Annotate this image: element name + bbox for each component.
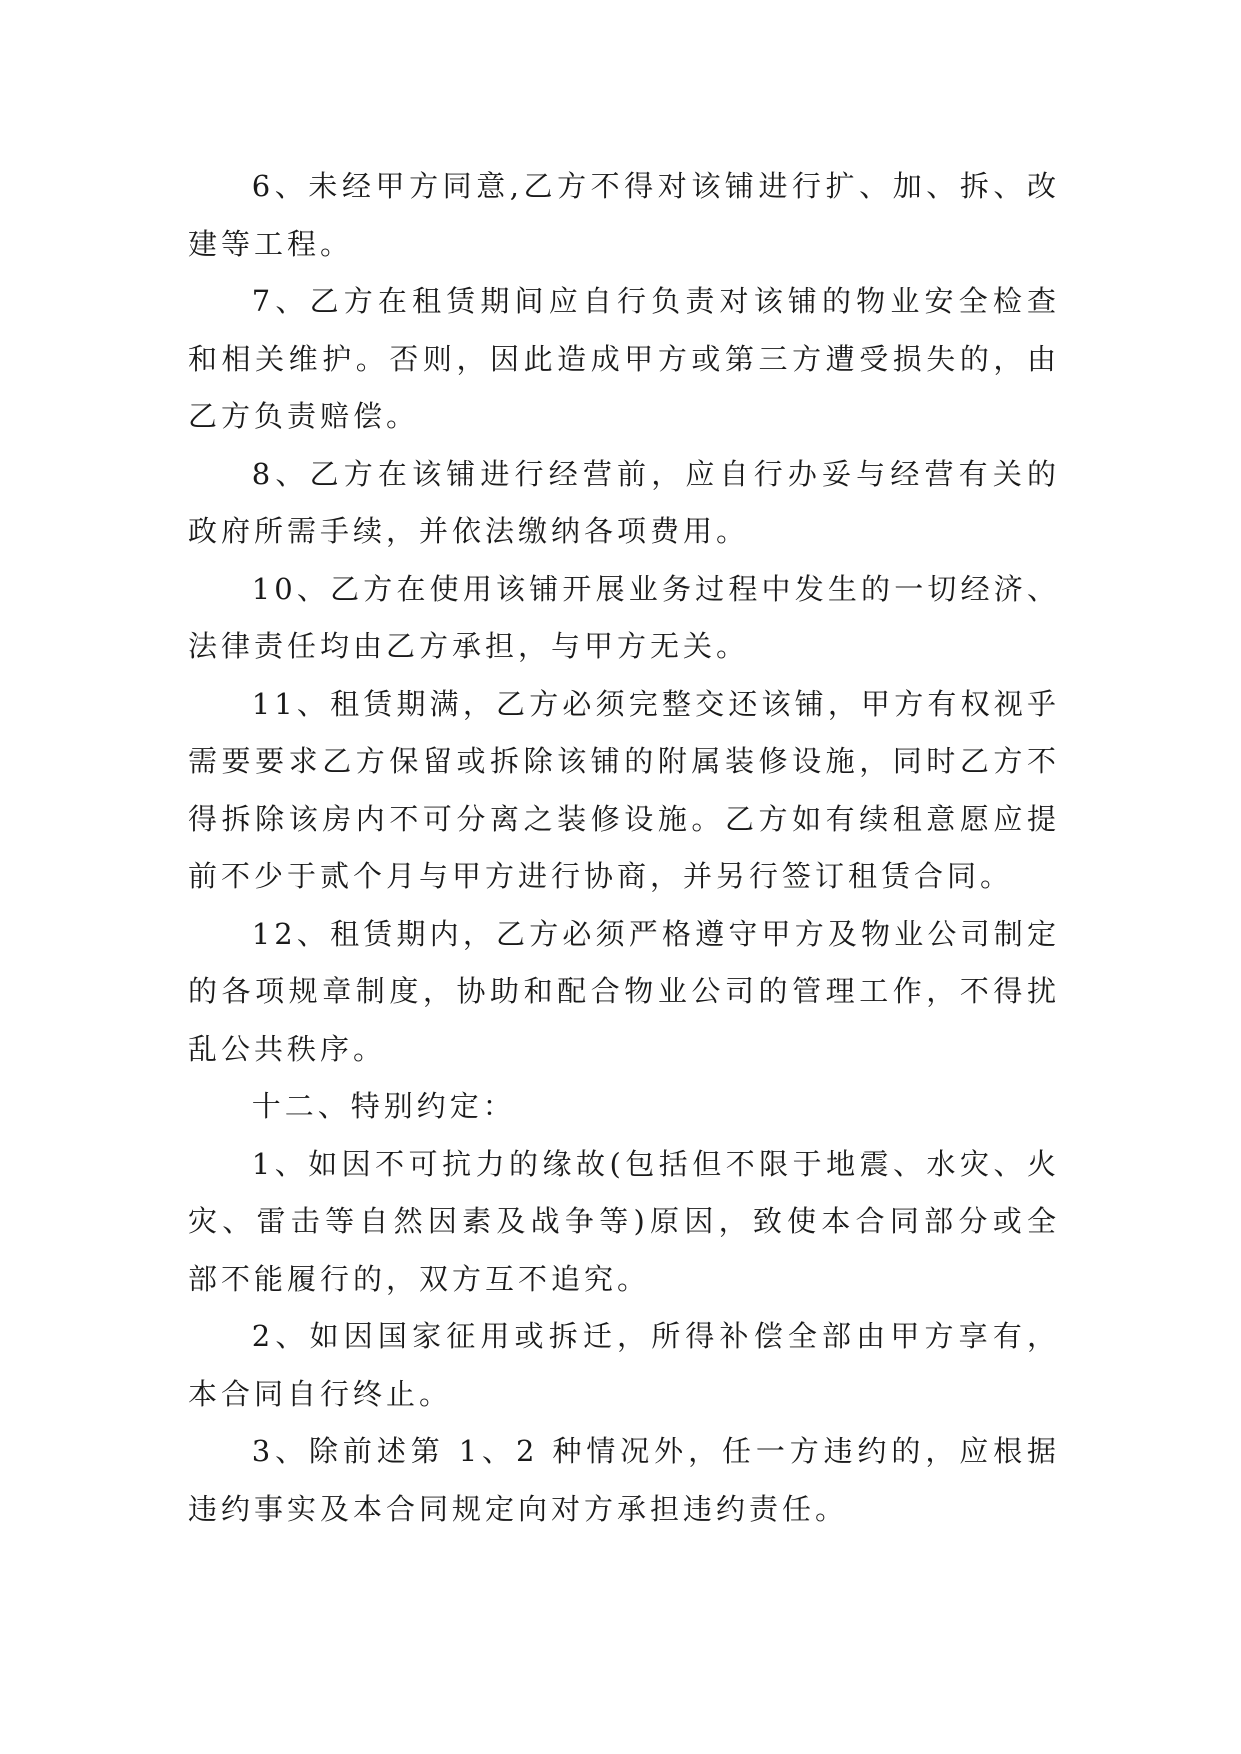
- clause-7: 7、乙方在租赁期间应自行负责对该铺的物业安全检查和相关维护。否则，因此造成甲方或第三方遭受损失的，由乙方负责赔偿。: [188, 284, 1060, 433]
- clause-11: 11、租赁期满，乙方必须完整交还该铺，甲方有权视乎需要要求乙方保留或拆除该铺的附属装修设施，同时乙方不得拆除该房内不可分离之装修设施。乙方如有续租意愿应提前不少于贰个月与甲方进行协商，并另行签订租赁合同。: [188, 686, 1060, 893]
- section-heading-special-terms: 十二、特别约定：: [251, 1089, 516, 1123]
- special-clause-3: 3、除前述第 1、2 种情况外，任一方违约的，应根据违约事实及本合同规定向对方承担违约责任。: [188, 1434, 1060, 1526]
- special-clause-2: 2、如因国家征用或拆迁，所得补偿全部由甲方享有，本合同自行终止。: [188, 1319, 1060, 1411]
- document-body: [188, 158, 1060, 1538]
- clause-8: 8、乙方在该铺进行经营前，应自行办妥与经营有关的政府所需手续，并依法缴纳各项费用。: [188, 456, 1060, 548]
- clause-12: 12、租赁期内，乙方必须严格遵守甲方及物业公司制定的各项规章制度，协助和配合物业公司的管理工作，不得扰乱公共秩序。: [188, 916, 1060, 1066]
- clause-10: 10、乙方在使用该铺开展业务过程中发生的一切经济、法律责任均由乙方承担，与甲方无关。: [188, 571, 1060, 663]
- clause-6: 6、未经甲方同意,乙方不得对该铺进行扩、加、拆、改建等工程。: [188, 169, 1060, 261]
- special-clause-1: 1、如因不可抗力的缘故(包括但不限于地震、水灾、火灾、雷击等自然因素及战争等)原因，致使本合同部分或全部不能履行的，双方互不追究。: [188, 1146, 1060, 1296]
